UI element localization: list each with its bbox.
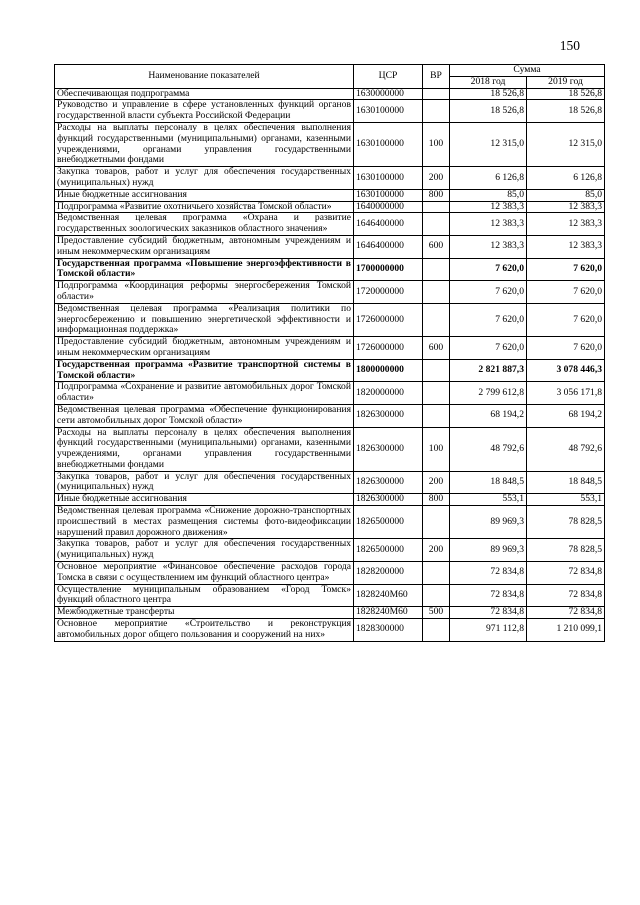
table-row — [55, 167, 605, 190]
row-csr: 1828200000 — [354, 562, 423, 585]
table-row — [55, 382, 605, 405]
row-sum-2018: 89 969,3 — [450, 539, 527, 562]
row-csr: 1726000000 — [354, 303, 423, 336]
row-sum-2018: 553,1 — [450, 494, 527, 506]
row-csr: 1800000000 — [354, 359, 423, 382]
table-row — [55, 506, 605, 539]
row-vr — [423, 303, 450, 336]
row-sum-2018: 971 112,8 — [450, 619, 527, 642]
table-row — [55, 359, 605, 382]
row-vr — [423, 584, 450, 607]
row-sum-2019: 7 620,0 — [527, 303, 605, 336]
row-sum-2019: 12 383,3 — [527, 213, 605, 236]
row-sum-2019: 7 620,0 — [527, 337, 605, 360]
row-sum-2019: 1 210 099,1 — [527, 619, 605, 642]
table-row — [55, 494, 605, 506]
table-row — [55, 235, 605, 258]
row-name: Межбюджетные трансферты — [55, 607, 354, 619]
row-name: Обеспечивающая подпрограмма — [55, 88, 354, 100]
row-name: Основное мероприятие «Финансовое обеспечение расходов города Томска в связи с осуществлением им функций областного центра» — [55, 562, 354, 585]
header-year-2019: 2019 год — [527, 76, 605, 88]
row-sum-2019: 72 834,8 — [527, 562, 605, 585]
row-csr: 1630100000 — [354, 167, 423, 190]
table-row — [55, 427, 605, 471]
row-sum-2019: 7 620,0 — [527, 258, 605, 281]
table-row — [55, 281, 605, 304]
row-csr: 1646400000 — [354, 213, 423, 236]
row-vr — [423, 359, 450, 382]
row-csr: 1826300000 — [354, 404, 423, 427]
row-sum-2018: 72 834,8 — [450, 584, 527, 607]
table-row — [55, 619, 605, 642]
row-csr: 1630100000 — [354, 189, 423, 201]
row-vr: 200 — [423, 539, 450, 562]
row-csr: 1720000000 — [354, 281, 423, 304]
row-vr — [423, 100, 450, 123]
row-name: Расходы на выплаты персоналу в целях обеспечения выполнения функций государственными (муниципальными) органами, казенными учреждениями, органами управления государственными внебюджетными фондами — [55, 427, 354, 471]
row-sum-2019: 18 526,8 — [527, 100, 605, 123]
row-name: Расходы на выплаты персоналу в целях обеспечения выполнения функций государственными (муниципальными) органами, казенными учреждениями, органами управления государственными внебюджетными фондами — [55, 122, 354, 166]
row-sum-2019: 85,0 — [527, 189, 605, 201]
row-sum-2018: 7 620,0 — [450, 258, 527, 281]
row-sum-2018: 12 315,0 — [450, 122, 527, 166]
row-csr: 1640000000 — [354, 201, 423, 213]
row-csr: 1646400000 — [354, 235, 423, 258]
row-sum-2018: 48 792,6 — [450, 427, 527, 471]
table-row — [55, 337, 605, 360]
row-vr — [423, 258, 450, 281]
row-sum-2019: 7 620,0 — [527, 281, 605, 304]
row-name: Основное мероприятие «Строительство и реконструкция автомобильных дорог общего пользования и сооружений на них» — [55, 619, 354, 642]
budget-table — [54, 64, 605, 642]
row-csr: 1826300000 — [354, 494, 423, 506]
header-name: Наименование показателей — [55, 65, 354, 89]
table-row — [55, 404, 605, 427]
table-row — [55, 303, 605, 336]
row-name: Предоставление субсидий бюджетным, автономным учреждениям и иным некоммерческим организациям — [55, 235, 354, 258]
row-vr: 100 — [423, 122, 450, 166]
row-sum-2019: 48 792,6 — [527, 427, 605, 471]
row-sum-2019: 18 848,5 — [527, 471, 605, 494]
row-sum-2019: 12 315,0 — [527, 122, 605, 166]
row-name: Ведомственная целевая программа «Охрана и развитие государственных зоологических заказников областного значения» — [55, 213, 354, 236]
row-name: Ведомственная целевая программа «Снижение дорожно-транспортных происшествий в местах размещения системы фото-видеофиксации нарушений правил дорожного движения» — [55, 506, 354, 539]
row-vr: 200 — [423, 471, 450, 494]
row-name: Осуществление муниципальным образованием «Город Томск» функций областного центра — [55, 584, 354, 607]
table-row — [55, 100, 605, 123]
row-sum-2019: 78 828,5 — [527, 506, 605, 539]
row-name: Государственная программа «Развитие транспортной системы в Томской области» — [55, 359, 354, 382]
row-vr: 500 — [423, 607, 450, 619]
row-vr: 600 — [423, 235, 450, 258]
table-row — [55, 562, 605, 585]
row-sum-2018: 18 526,8 — [450, 88, 527, 100]
row-csr: 1820000000 — [354, 382, 423, 405]
row-name: Подпрограмма «Координация реформы энергосбережения Томской области» — [55, 281, 354, 304]
row-sum-2018: 18 526,8 — [450, 100, 527, 123]
header-csr: ЦСР — [354, 65, 423, 89]
row-vr: 600 — [423, 337, 450, 360]
row-csr: 1828240М60 — [354, 607, 423, 619]
page-number: 150 — [559, 38, 580, 53]
row-name: Руководство и управление в сфере установленных функций органов государственной власти субъекта Российской Федерации — [55, 100, 354, 123]
row-sum-2019: 553,1 — [527, 494, 605, 506]
table-row — [55, 201, 605, 213]
row-csr: 1826300000 — [354, 427, 423, 471]
row-name: Подпрограмма «Развитие охотничьего хозяйства Томской области» — [55, 201, 354, 213]
row-sum-2018: 7 620,0 — [450, 303, 527, 336]
row-csr: 1826500000 — [354, 539, 423, 562]
row-vr — [423, 404, 450, 427]
row-name: Подпрограмма «Сохранение и развитие автомобильных дорог Томской области» — [55, 382, 354, 405]
row-vr — [423, 201, 450, 213]
row-sum-2018: 12 383,3 — [450, 213, 527, 236]
row-sum-2018: 89 969,3 — [450, 506, 527, 539]
row-name: Предоставление субсидий бюджетным, автономным учреждениям и иным некоммерческим организациям — [55, 337, 354, 360]
row-sum-2018: 6 126,8 — [450, 167, 527, 190]
row-vr: 200 — [423, 167, 450, 190]
row-vr — [423, 88, 450, 100]
header-vr: ВР — [423, 65, 450, 89]
row-vr — [423, 619, 450, 642]
row-sum-2018: 7 620,0 — [450, 337, 527, 360]
row-vr — [423, 382, 450, 405]
row-csr: 1630000000 — [354, 88, 423, 100]
row-sum-2018: 68 194,2 — [450, 404, 527, 427]
header-year-2018: 2018 год — [450, 76, 527, 88]
row-name: Закупка товаров, работ и услуг для обеспечения государственных (муниципальных) нужд — [55, 539, 354, 562]
row-sum-2018: 12 383,3 — [450, 201, 527, 213]
row-csr: 1828300000 — [354, 619, 423, 642]
row-sum-2019: 12 383,3 — [527, 235, 605, 258]
row-name: Ведомственная целевая программа «Обеспечение функционирования сети автомобильных дорог Томской области» — [55, 404, 354, 427]
table-row — [55, 258, 605, 281]
row-sum-2019: 6 126,8 — [527, 167, 605, 190]
row-sum-2019: 72 834,8 — [527, 584, 605, 607]
row-sum-2019: 18 526,8 — [527, 88, 605, 100]
table-row — [55, 213, 605, 236]
row-vr: 800 — [423, 189, 450, 201]
row-csr: 1826300000 — [354, 471, 423, 494]
row-csr: 1828240М60 — [354, 584, 423, 607]
row-vr — [423, 213, 450, 236]
row-sum-2019: 78 828,5 — [527, 539, 605, 562]
row-name: Закупка товаров, работ и услуг для обеспечения государственных (муниципальных) нужд — [55, 471, 354, 494]
row-csr: 1726000000 — [354, 337, 423, 360]
row-sum-2019: 3 078 446,3 — [527, 359, 605, 382]
row-sum-2019: 68 194,2 — [527, 404, 605, 427]
row-sum-2018: 2 799 612,8 — [450, 382, 527, 405]
table-body — [55, 88, 605, 641]
row-name: Иные бюджетные ассигнования — [55, 494, 354, 506]
table-row — [55, 584, 605, 607]
row-name: Закупка товаров, работ и услуг для обеспечения государственных (муниципальных) нужд — [55, 167, 354, 190]
row-name: Иные бюджетные ассигнования — [55, 189, 354, 201]
row-vr: 800 — [423, 494, 450, 506]
table-row — [55, 189, 605, 201]
row-sum-2019: 12 383,3 — [527, 201, 605, 213]
row-sum-2018: 12 383,3 — [450, 235, 527, 258]
row-sum-2018: 85,0 — [450, 189, 527, 201]
row-vr — [423, 506, 450, 539]
row-vr — [423, 281, 450, 304]
row-sum-2018: 72 834,8 — [450, 562, 527, 585]
row-vr — [423, 562, 450, 585]
header-sum: Сумма — [450, 65, 605, 77]
table-row — [55, 88, 605, 100]
row-name: Государственная программа «Повышение энергоэффективности в Томской области» — [55, 258, 354, 281]
row-csr: 1700000000 — [354, 258, 423, 281]
row-sum-2018: 72 834,8 — [450, 607, 527, 619]
table-row — [55, 471, 605, 494]
row-sum-2018: 2 821 887,3 — [450, 359, 527, 382]
table-row — [55, 607, 605, 619]
row-sum-2019: 3 056 171,8 — [527, 382, 605, 405]
table-row — [55, 122, 605, 166]
row-sum-2019: 72 834,8 — [527, 607, 605, 619]
row-sum-2018: 7 620,0 — [450, 281, 527, 304]
row-vr: 100 — [423, 427, 450, 471]
table-row — [55, 539, 605, 562]
row-csr: 1630100000 — [354, 122, 423, 166]
row-csr: 1826500000 — [354, 506, 423, 539]
row-name: Ведомственная целевая программа «Реализация политики по энергосбережению и повышению энергетической эффективности и информационная поддержка» — [55, 303, 354, 336]
row-csr: 1630100000 — [354, 100, 423, 123]
row-sum-2018: 18 848,5 — [450, 471, 527, 494]
